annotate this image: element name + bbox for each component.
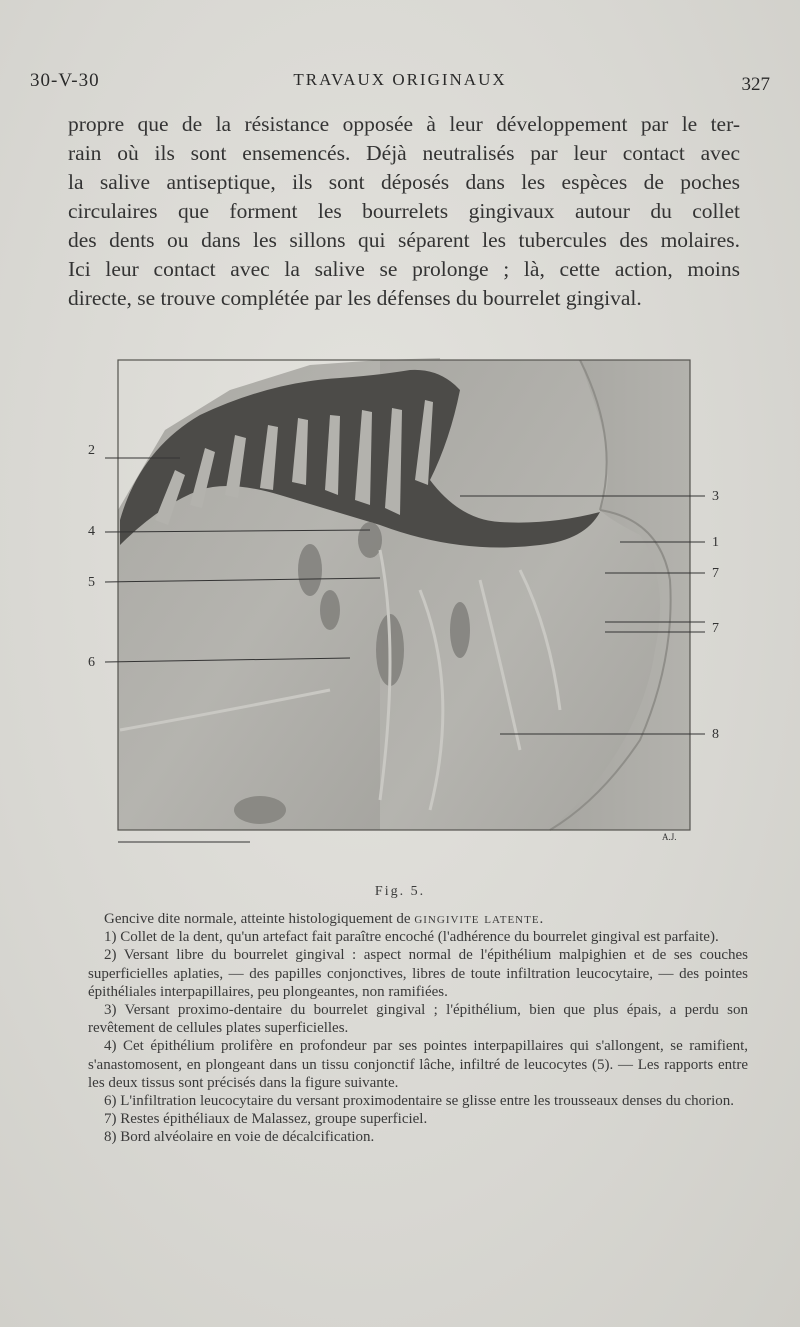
caption-item: 4) Cet épithélium prolifère en profondeur par ses pointes interpapillaires qui s'allongent, se ramifient, s'anastomosent, en plongeant dans un tissu conjonctif lâche, infiltré de leucocytes (5). — Les rapports entre les deux tissus sont précisés dans la figure suivante. <box>88 1038 748 1091</box>
histology-figure <box>80 330 770 860</box>
histology-illustration <box>80 330 770 860</box>
caption-item: 3) Versant proximo-dentaire du bourrelet gingival ; l'épithélium, bien que plus épais, a perdu son revêtement de cellules plates superficielles. <box>88 1002 748 1037</box>
body-line: directe, se trouve complétée par les défenses du bourrelet gingival. <box>68 286 642 310</box>
figure-caption <box>88 910 748 1147</box>
caption-intro: Gencive dite normale, atteinte histologiquement de gingivite latente. <box>104 911 545 927</box>
label-6: 6 <box>88 655 95 670</box>
caption-item: 1) Collet de la dent, qu'un artefact fait paraître encoché (l'adhérence du bourrelet gingival est parfaite). <box>104 929 719 946</box>
header-title: TRAVAUX ORIGINAUX <box>293 70 507 89</box>
running-header <box>30 66 770 96</box>
label-5: 5 <box>88 575 95 590</box>
label-3: 3 <box>712 489 719 504</box>
label-4: 4 <box>88 524 95 539</box>
body-paragraph <box>68 110 740 313</box>
label-7b: 7 <box>712 621 719 636</box>
page-number: 327 <box>741 74 770 95</box>
label-7a: 7 <box>712 566 719 581</box>
caption-item: 7) Restes épithéliaux de Malassez, groupe superficiel. <box>104 1111 428 1128</box>
caption-item: 8) Bord alvéolaire en voie de décalcification. <box>104 1129 375 1146</box>
header-date: 30-V-30 <box>30 70 100 91</box>
body-line: Ici leur contact avec la salive se prolonge ; là, cette action, moins <box>68 257 740 281</box>
body-line: des dents ou dans les sillons qui séparent les tubercules des molaires. <box>68 228 740 252</box>
body-line: rain où ils sont ensemencés. Déjà neutralisés par leur contact avec <box>68 141 740 165</box>
label-8: 8 <box>712 727 719 742</box>
body-line: propre que de la résistance opposée à leur développement par le ter- <box>68 112 740 136</box>
body-line: circulaires que forment les bourrelets gingivaux autour du collet <box>68 199 740 223</box>
label-2: 2 <box>88 443 95 458</box>
figure-title: Fig. 5. <box>374 884 426 899</box>
label-1: 1 <box>712 535 719 550</box>
caption-item: 6) L'infiltration leucocytaire du versant proximodentaire se glisse entre les trousseaux denses du chorion. <box>104 1093 735 1110</box>
caption-item: 2) Versant libre du bourrelet gingival : aspect normal de l'épithélium malpighien et de ses couches superficielles aplaties, — des papilles conjonctives, libres de toute infiltration leucocytaire, — des pointes épithéliales interpapillaires, peu plongeantes, non ramifiées. <box>88 947 748 1000</box>
body-line: la salive antiseptique, ils sont déposés dans les espèces de poches <box>68 170 740 194</box>
artist-signature: A.J. <box>662 832 677 842</box>
